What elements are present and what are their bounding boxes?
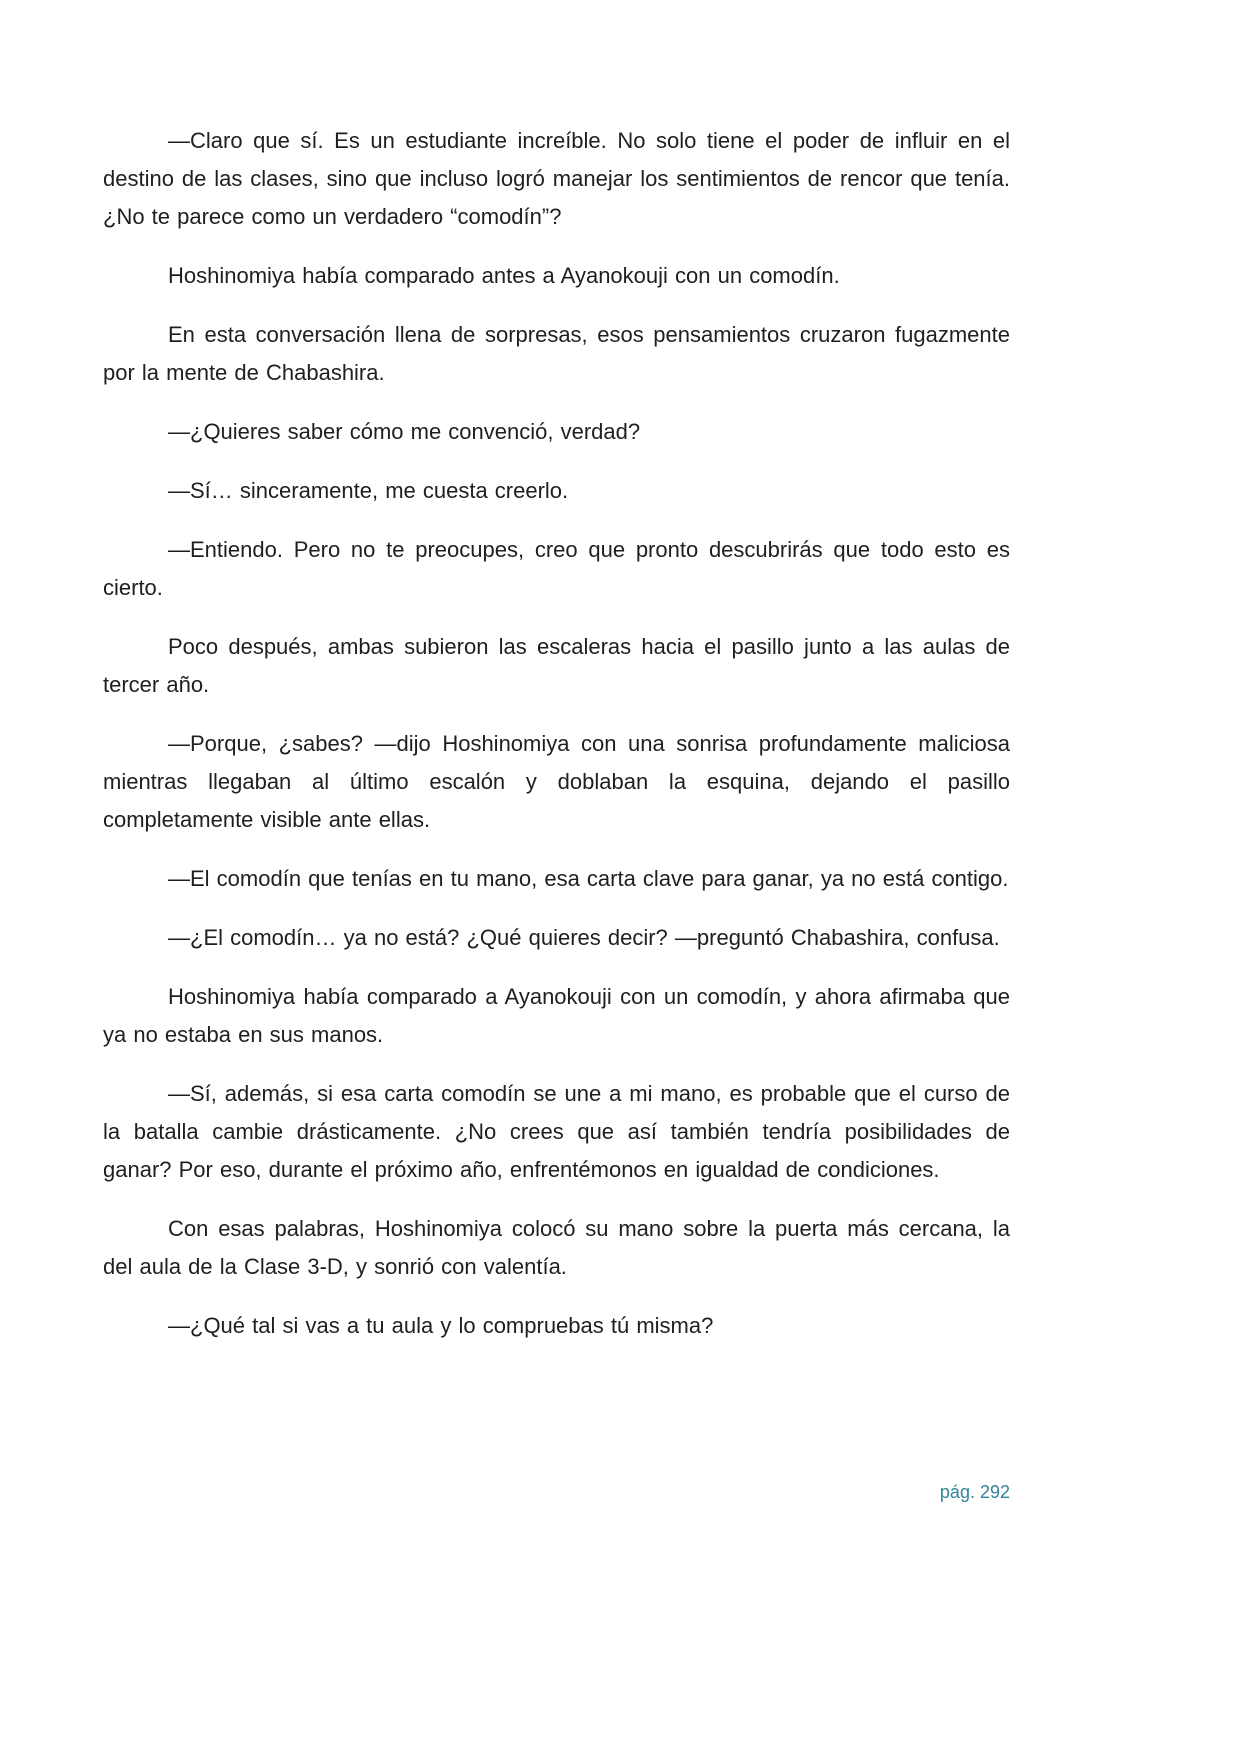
document-body — [103, 122, 1010, 1366]
paragraph: Hoshinomiya había comparado a Ayanokouji con un comodín, y ahora afirmaba que ya no estaba en sus manos. — [103, 984, 1010, 1047]
paragraph: —¿El comodín… ya no está? ¿Qué quieres decir? —preguntó Chabashira, confusa. — [168, 925, 1000, 950]
paragraph: Poco después, ambas subieron las escaleras hacia el pasillo junto a las aulas de tercer año. — [103, 634, 1010, 697]
paragraph: —¿Quieres saber cómo me convenció, verdad? — [168, 419, 641, 444]
paragraph: En esta conversación llena de sorpresas, esos pensamientos cruzaron fugazmente por la mente de Chabashira. — [103, 322, 1010, 385]
paragraph: —¿Qué tal si vas a tu aula y lo compruebas tú misma? — [168, 1313, 714, 1338]
paragraph: —Sí… sinceramente, me cuesta creerlo. — [168, 478, 569, 503]
paragraph: —Porque, ¿sabes? —dijo Hoshinomiya con una sonrisa profundamente maliciosa mientras llegaban al último escalón y doblaban la esquina, dejando el pasillo completamente visible ante ellas. — [103, 731, 1010, 832]
paragraph: Con esas palabras, Hoshinomiya colocó su mano sobre la puerta más cercana, la del aula de la Clase 3-D, y sonrió con valentía. — [103, 1216, 1010, 1279]
page-number: pág. 292 — [939, 1482, 1010, 1502]
paragraph: —Sí, además, si esa carta comodín se une a mi mano, es probable que el curso de la batalla cambie drásticamente. ¿No crees que así también tendría posibilidades de ganar? Por eso, durante el próximo año, enfrentémonos en igualdad de condiciones. — [103, 1081, 1010, 1182]
paragraph: Hoshinomiya había comparado antes a Ayanokouji con un comodín. — [168, 263, 840, 288]
paragraph: —Claro que sí. Es un estudiante increíble. No solo tiene el poder de influir en el destino de las clases, sino que incluso logró manejar los sentimientos de rencor que tenía. ¿No te parece como un verdadero “comodín”? — [103, 128, 1010, 229]
paragraph: —El comodín que tenías en tu mano, esa carta clave para ganar, ya no está contigo. — [168, 866, 1009, 891]
paragraph: —Entiendo. Pero no te preocupes, creo que pronto descubrirás que todo esto es cierto. — [103, 537, 1010, 600]
page-footer — [940, 1480, 1010, 1504]
